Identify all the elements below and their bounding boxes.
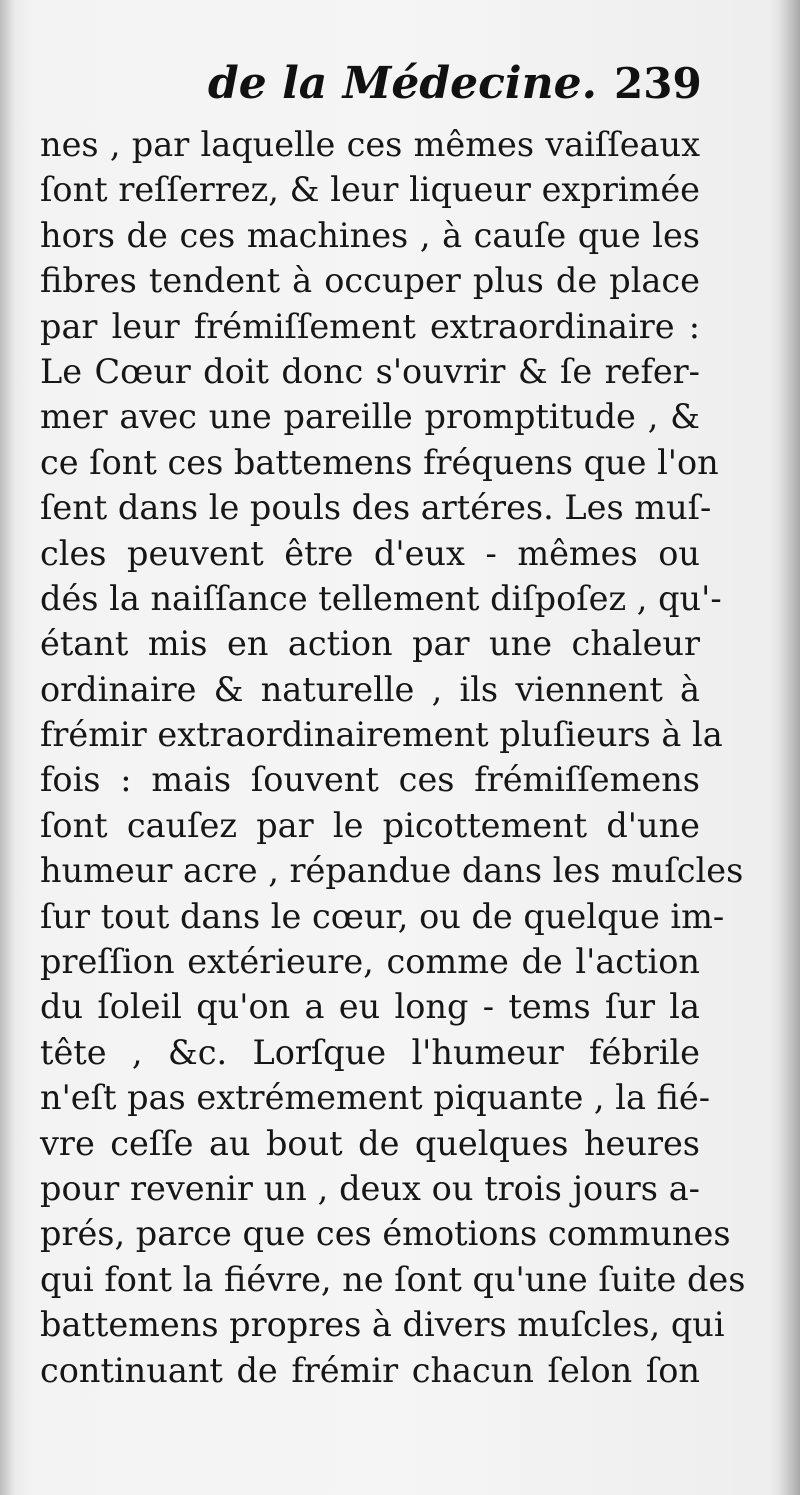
text-line: prés, parce que ces émotions communes [40, 1214, 731, 1254]
text-line: ſont reſſerrez, & leur liqueur exprimée [40, 170, 700, 210]
text-line: mer avec une pareille promptitude , & [40, 397, 700, 437]
text-line: étant mis en action par une chaleur [40, 624, 700, 664]
text-line: nes , par laquelle ces mêmes vaiſſeaux [40, 125, 700, 164]
text-line: continuant de frémir chacun ſelon ſon [40, 1350, 700, 1390]
text-line: fois : mais ſouvent ces frémiſſemens [40, 760, 700, 800]
text-line: ordinaire & naturelle , ils viennent à [40, 669, 700, 709]
text-line: ſent dans le pouls des artéres. Les muſ- [40, 488, 712, 528]
text-line: tête , &c. Lorſque l'humeur fébrile [40, 1032, 700, 1072]
page-right-edge [778, 0, 800, 1495]
text-line: preſſion extérieure, comme de l'action [40, 942, 700, 982]
running-title: de la Médecine. [208, 58, 597, 109]
page-number: 239 [614, 59, 702, 108]
text-line: fibres tendent à occuper plus de place [40, 261, 700, 301]
text-line: n'eſt pas extrémement piquante , la fié- [40, 1078, 711, 1118]
text-line: qui font la fiévre, ne ſont qu'une ſuite des [40, 1259, 746, 1299]
text-line: cles peuvent être d'eux - mêmes ou [40, 533, 700, 573]
text-line: humeur acre , répandue dans les muſcles [40, 851, 744, 891]
page-header [0, 56, 800, 116]
text-line: frémir extraordinairement pluſieurs à la [40, 715, 723, 755]
text-line: ce ſont ces battemens fréquens que l'on [40, 442, 719, 482]
text-line: pour revenir un , deux ou trois jours a- [40, 1168, 700, 1208]
page-left-edge [0, 0, 14, 1495]
text-line: hors de ces machines , à cauſe que les [40, 215, 700, 255]
text-line: Le Cœur doit donc s'ouvrir & ſe refer- [40, 351, 700, 391]
body-text [40, 122, 746, 1393]
text-line: par leur frémiſſement extraordinaire : [40, 306, 700, 346]
text-line: vre ceſſe au bout de quelques heures [40, 1123, 700, 1163]
text-line: ſont cauſez par le picottement d'une [40, 805, 700, 845]
text-line: battemens propres à divers muſcles, qui [40, 1305, 725, 1345]
text-line: du ſoleil qu'on a eu long - tems ſur la [40, 987, 700, 1027]
text-line: ſur tout dans le cœur, ou de quelque im- [40, 896, 725, 936]
text-line: dés la naiſſance tellement diſpoſez , qu'- [40, 578, 722, 618]
